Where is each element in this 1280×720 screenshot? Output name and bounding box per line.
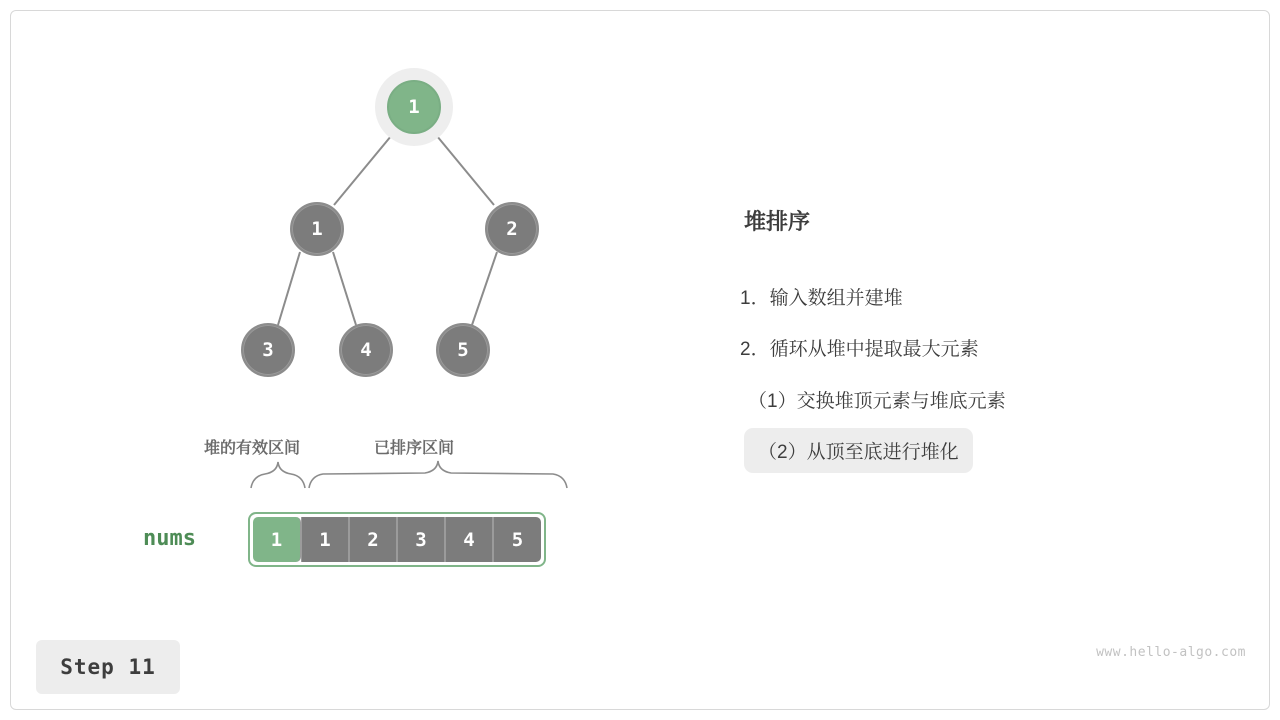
tree-node[interactable]: 1 bbox=[387, 80, 441, 134]
tree-node[interactable]: 4 bbox=[339, 323, 393, 377]
array-variable-label: nums bbox=[143, 526, 196, 551]
nums-array bbox=[248, 512, 546, 567]
array-cell[interactable]: 5 bbox=[493, 517, 541, 562]
region-label-sorted: 已排序区间 bbox=[374, 440, 455, 457]
panel-step-1: 1．输入数组并建堆 bbox=[740, 288, 903, 309]
panel-substep-1: （1）交换堆顶元素与堆底元素 bbox=[748, 391, 1006, 412]
tree-node[interactable]: 1 bbox=[290, 202, 344, 256]
tree-node[interactable]: 3 bbox=[241, 323, 295, 377]
panel-title: 堆排序 bbox=[744, 209, 811, 234]
figure-border bbox=[10, 10, 1270, 710]
step-badge: Step 11 bbox=[36, 640, 180, 694]
array-cell[interactable]: 2 bbox=[349, 517, 397, 562]
tree-node[interactable]: 5 bbox=[436, 323, 490, 377]
tree-node[interactable]: 2 bbox=[485, 202, 539, 256]
region-label-heap-valid: 堆的有效区间 bbox=[204, 440, 301, 457]
panel-step-2: 2．循环从堆中提取最大元素 bbox=[740, 339, 979, 360]
watermark: www.hello-algo.com bbox=[1096, 645, 1246, 660]
array-cell[interactable]: 1 bbox=[301, 517, 349, 562]
array-cell[interactable]: 3 bbox=[397, 517, 445, 562]
panel-substep-2-active: （2）从顶至底进行堆化 bbox=[744, 428, 973, 473]
array-cell[interactable]: 4 bbox=[445, 517, 493, 562]
array-cell[interactable]: 1 bbox=[253, 517, 301, 562]
